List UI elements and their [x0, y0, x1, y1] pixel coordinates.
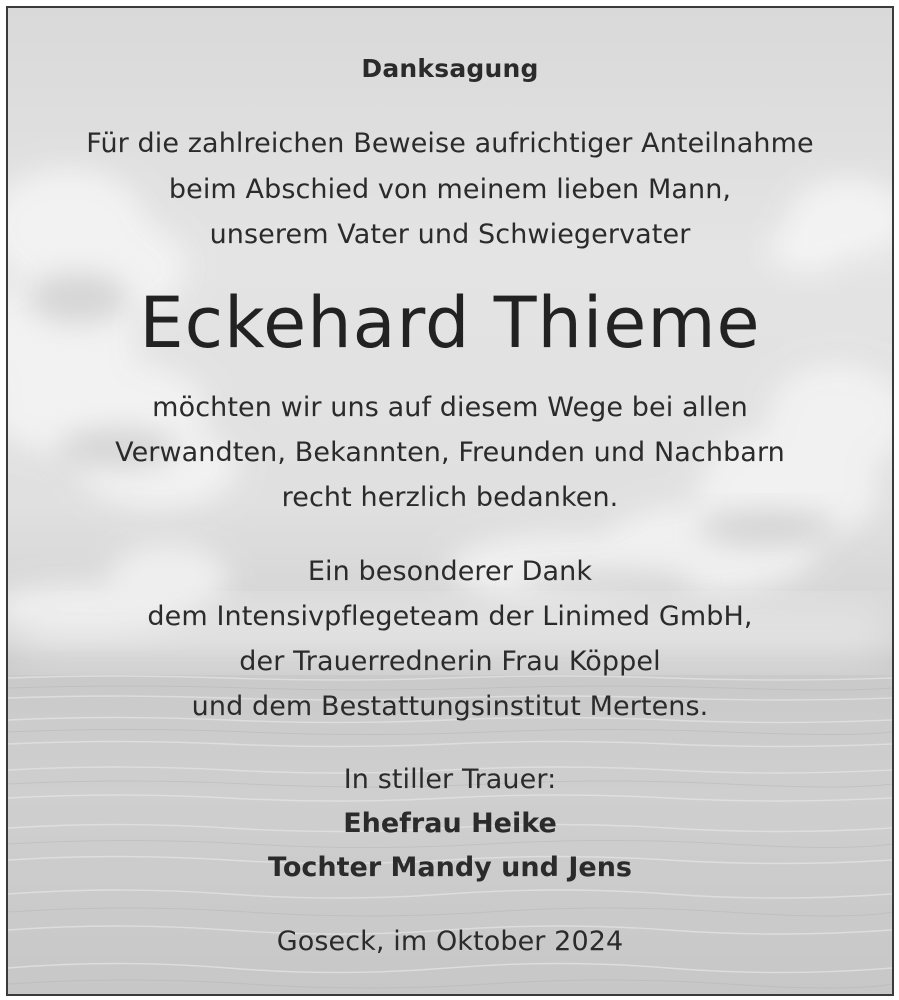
intro-line: unserem Vater und Schwiegervater — [209, 219, 691, 250]
special-thanks-line: dem Intensivpflegeteam der Linimed GmbH, — [147, 601, 753, 632]
obituary-text — [8, 8, 892, 994]
thanks-line: Verwandten, Bekannten, Freunden und Nachbarn — [115, 437, 785, 468]
heading: Danksagung — [361, 54, 539, 83]
thanks-line: recht herzlich bedanken. — [281, 482, 619, 513]
mourner: Ehefrau Heike — [343, 808, 557, 839]
place-date: Goseck, im Oktober 2024 — [276, 926, 624, 957]
mourning-intro: In stiller Trauer: — [343, 764, 557, 795]
deceased-name: Eckehard Thieme — [139, 282, 761, 364]
special-thanks-line: Ein besonderer Dank — [307, 556, 593, 587]
thanks-line: möchten wir uns auf diesem Wege bei allen — [152, 392, 748, 423]
special-thanks-line: und dem Bestattungsinstitut Mertens. — [191, 691, 709, 722]
mourner: Tochter Mandy und Jens — [268, 852, 632, 883]
intro-line: beim Abschied von meinem lieben Mann, — [168, 174, 732, 205]
intro-line: Für die zahlreichen Beweise aufrichtiger Anteilnahme — [86, 128, 814, 159]
obituary-card — [6, 6, 894, 996]
special-thanks-line: der Trauerrednerin Frau Köppel — [239, 646, 661, 677]
